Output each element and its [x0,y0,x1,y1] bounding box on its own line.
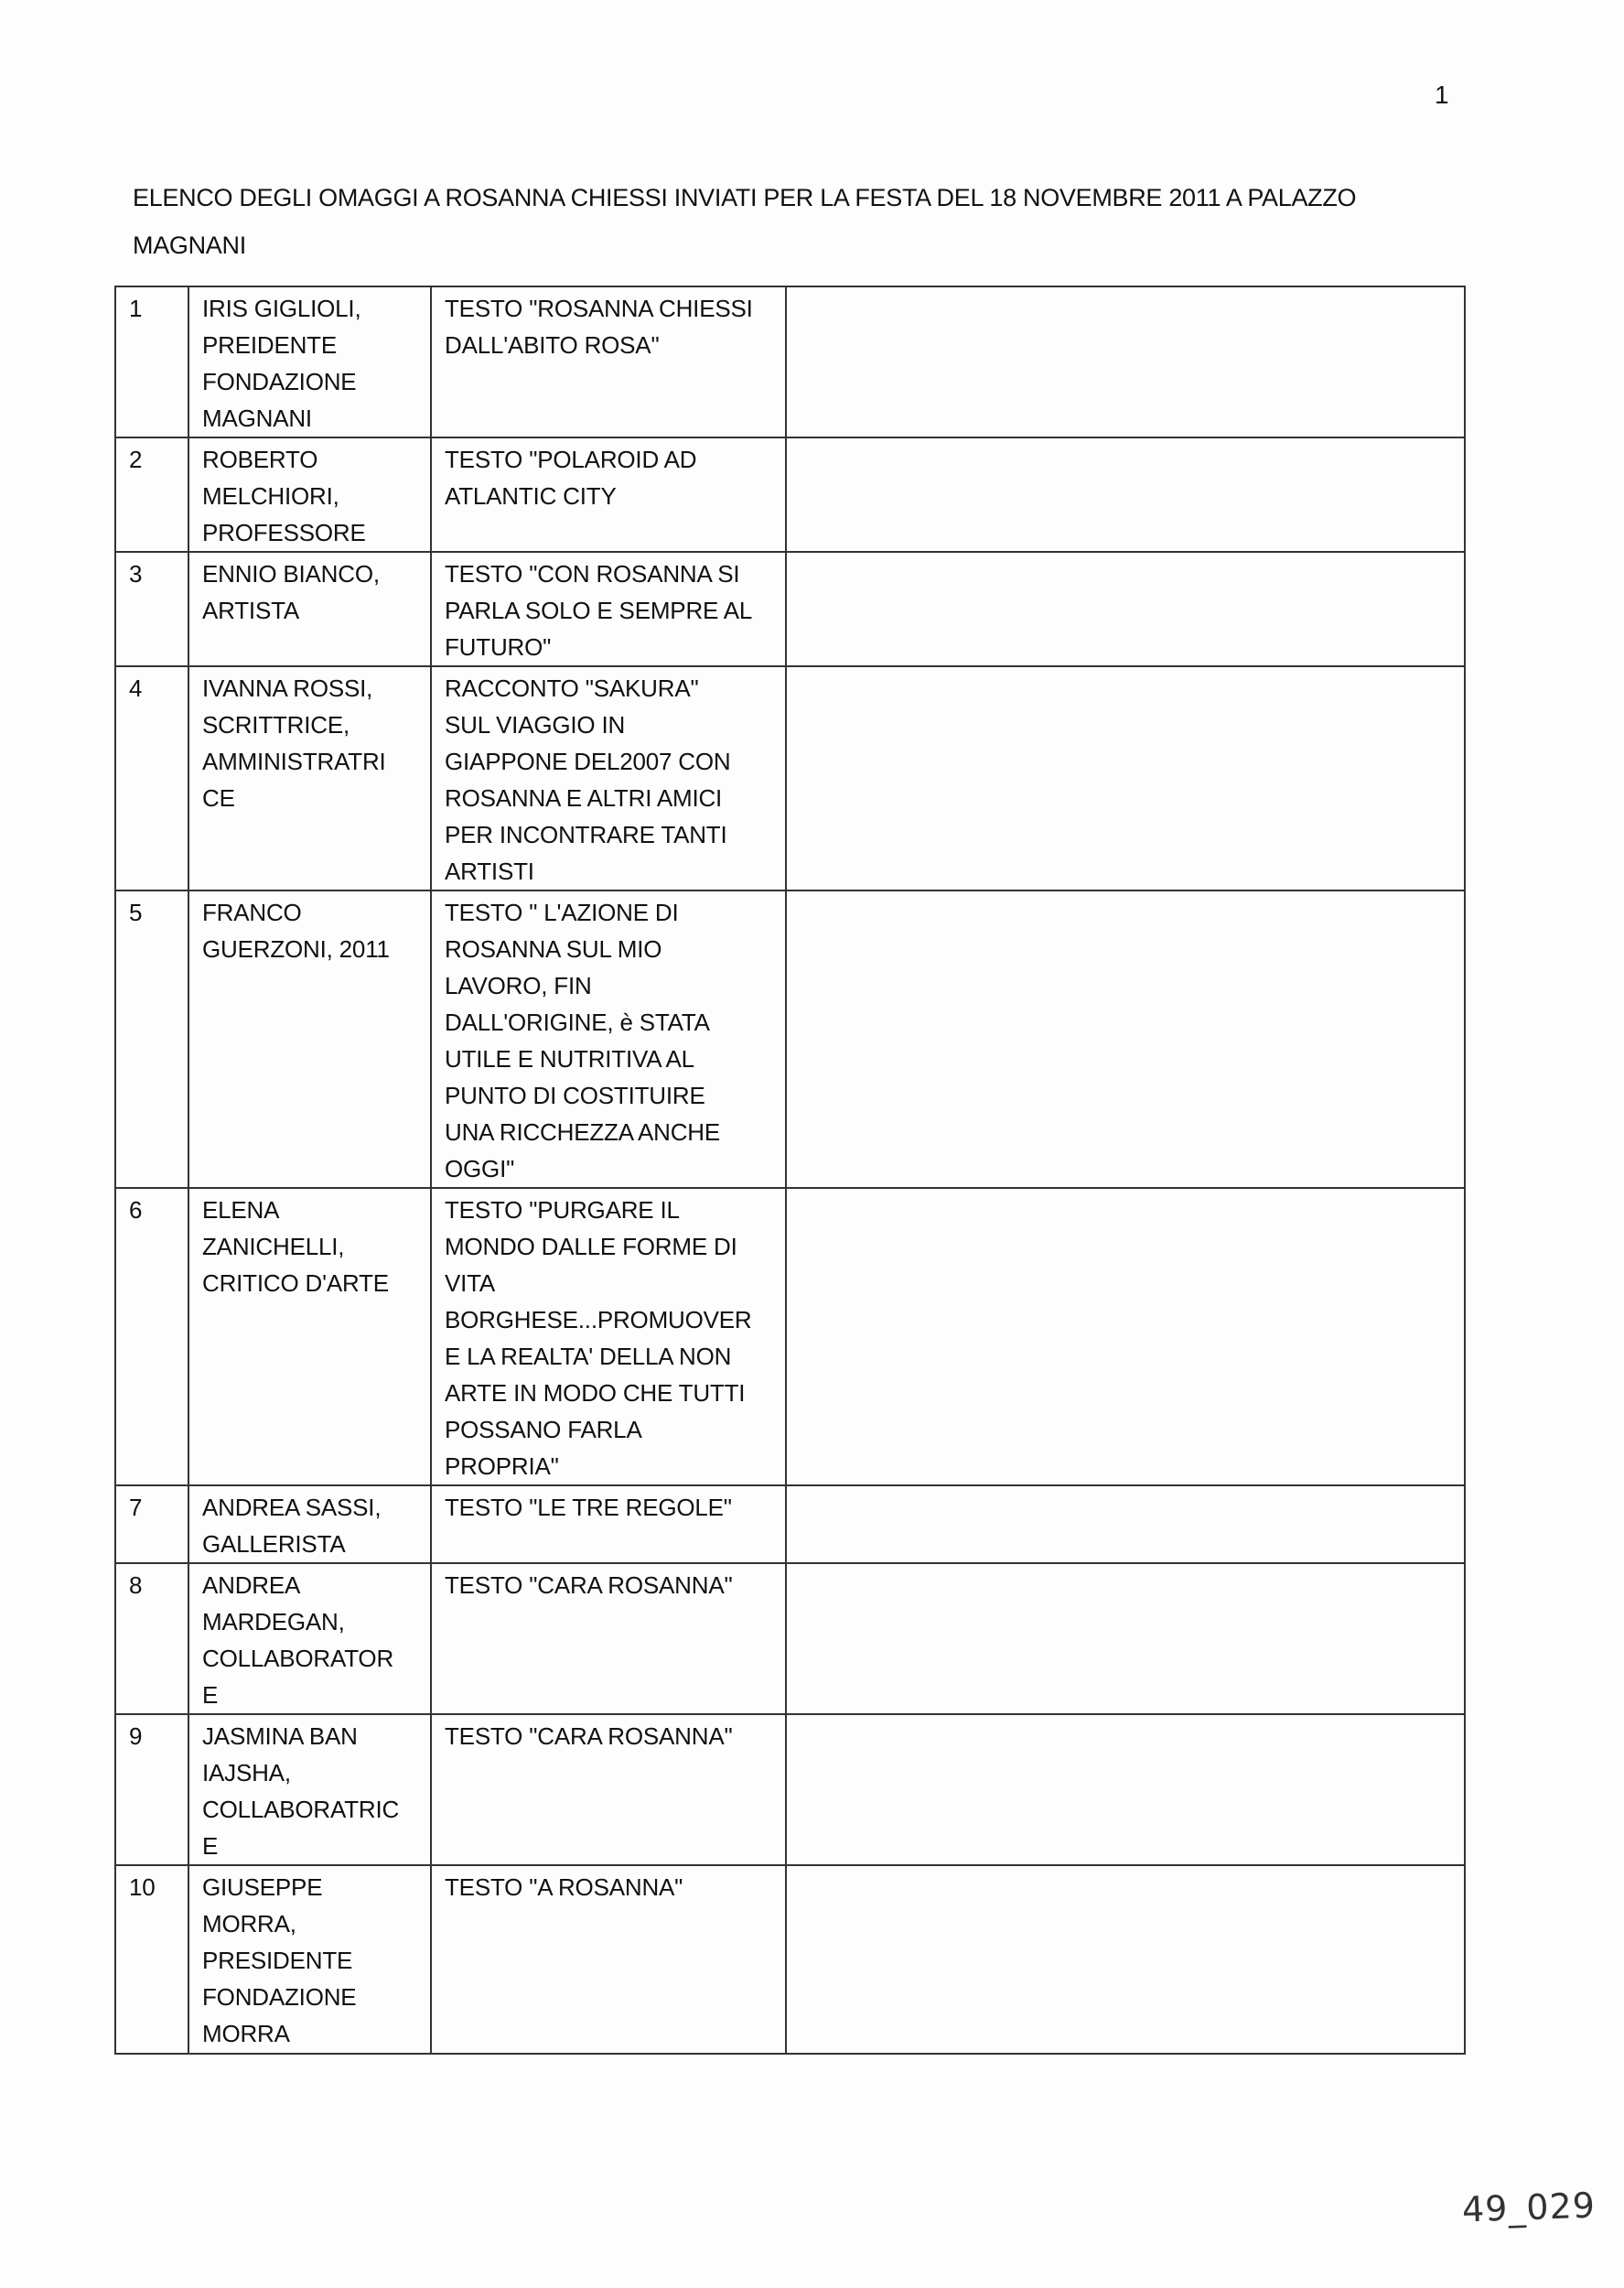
tribute-text-cell: TESTO "POLAROID AD ATLANTIC CITY [431,437,786,552]
tribute-text-cell: TESTO "ROSANNA CHIESSI DALL'ABITO ROSA" [431,286,786,437]
empty-cell [786,1563,1465,1714]
tribute-text-cell: TESTO "CARA ROSANNA" [431,1714,786,1865]
author-cell: FRANCO GUERZONI, 2011 [188,890,431,1188]
author-cell: JASMINA BAN IAJSHA, COLLABORATRIC E [188,1714,431,1865]
table-row [115,666,1465,890]
row-number-cell: 4 [115,666,188,890]
row-number-cell: 8 [115,1563,188,1714]
table-row [115,890,1465,1188]
tributes-table [114,286,1466,2055]
row-number-cell: 6 [115,1188,188,1485]
row-number-cell: 7 [115,1485,188,1563]
row-number-cell: 5 [115,890,188,1188]
tribute-text-cell: TESTO "CON ROSANNA SI PARLA SOLO E SEMPRE AL FUTURO" [431,552,786,666]
handwritten-archive-code: 49_029 [1461,2185,1597,2230]
tribute-text-cell: TESTO "CARA ROSANNA" [431,1563,786,1714]
table-row [115,1714,1465,1865]
author-cell: ANDREA SASSI, GALLERISTA [188,1485,431,1563]
author-cell: ROBERTO MELCHIORI, PROFESSORE [188,437,431,552]
row-number-cell: 2 [115,437,188,552]
row-number-cell: 10 [115,1865,188,2054]
author-cell: IVANNA ROSSI, SCRITTRICE, AMMINISTRATRI CE [188,666,431,890]
empty-cell [786,1865,1465,2054]
row-number-cell: 3 [115,552,188,666]
empty-cell [786,1714,1465,1865]
empty-cell [786,1188,1465,1485]
empty-cell [786,890,1465,1188]
author-cell: ELENA ZANICHELLI, CRITICO D'ARTE [188,1188,431,1485]
row-number-cell: 1 [115,286,188,437]
tribute-text-cell: TESTO "PURGARE IL MONDO DALLE FORME DI VITA BORGHESE...PROMUOVER E LA REALTA' DELLA NON ARTE IN MODO CHE TUTTI POSSANO FARLA PROPRIA" [431,1188,786,1485]
tribute-text-cell: TESTO "A ROSANNA" [431,1865,786,2054]
tribute-text-cell: RACCONTO "SAKURA" SUL VIAGGIO IN GIAPPONE DEL2007 CON ROSANNA E ALTRI AMICI PER INCONTRARE TANTI ARTISTI [431,666,786,890]
author-cell: ENNIO BIANCO, ARTISTA [188,552,431,666]
table-row [115,1865,1465,2054]
table-row [115,286,1465,437]
table-row [115,437,1465,552]
table-row [115,552,1465,666]
table-row [115,1563,1465,1714]
document-title: ELENCO DEGLI OMAGGI A ROSANNA CHIESSI INVIATI PER LA FESTA DEL 18 NOVEMBRE 2011 A PALAZZO MAGNANI [133,184,1357,259]
table-row [115,1188,1465,1485]
table-row [115,1485,1465,1563]
empty-cell [786,666,1465,890]
author-cell: ANDREA MARDEGAN, COLLABORATOR E [188,1563,431,1714]
empty-cell [786,437,1465,552]
author-cell: GIUSEPPE MORRA, PRESIDENTE FONDAZIONE MORRA [188,1865,431,2054]
author-cell: IRIS GIGLIOLI, PREIDENTE FONDAZIONE MAGNANI [188,286,431,437]
row-number-cell: 9 [115,1714,188,1865]
tribute-text-cell: TESTO "LE TRE REGOLE" [431,1485,786,1563]
empty-cell [786,552,1465,666]
page-number: 1 [1435,81,1449,109]
tribute-text-cell: TESTO " L'AZIONE DI ROSANNA SUL MIO LAVORO, FIN DALL'ORIGINE, è STATA UTILE E NUTRITIVA AL PUNTO DI COSTITUIRE UNA RICCHEZZA ANCHE OGGI" [431,890,786,1188]
empty-cell [786,286,1465,437]
empty-cell [786,1485,1465,1563]
